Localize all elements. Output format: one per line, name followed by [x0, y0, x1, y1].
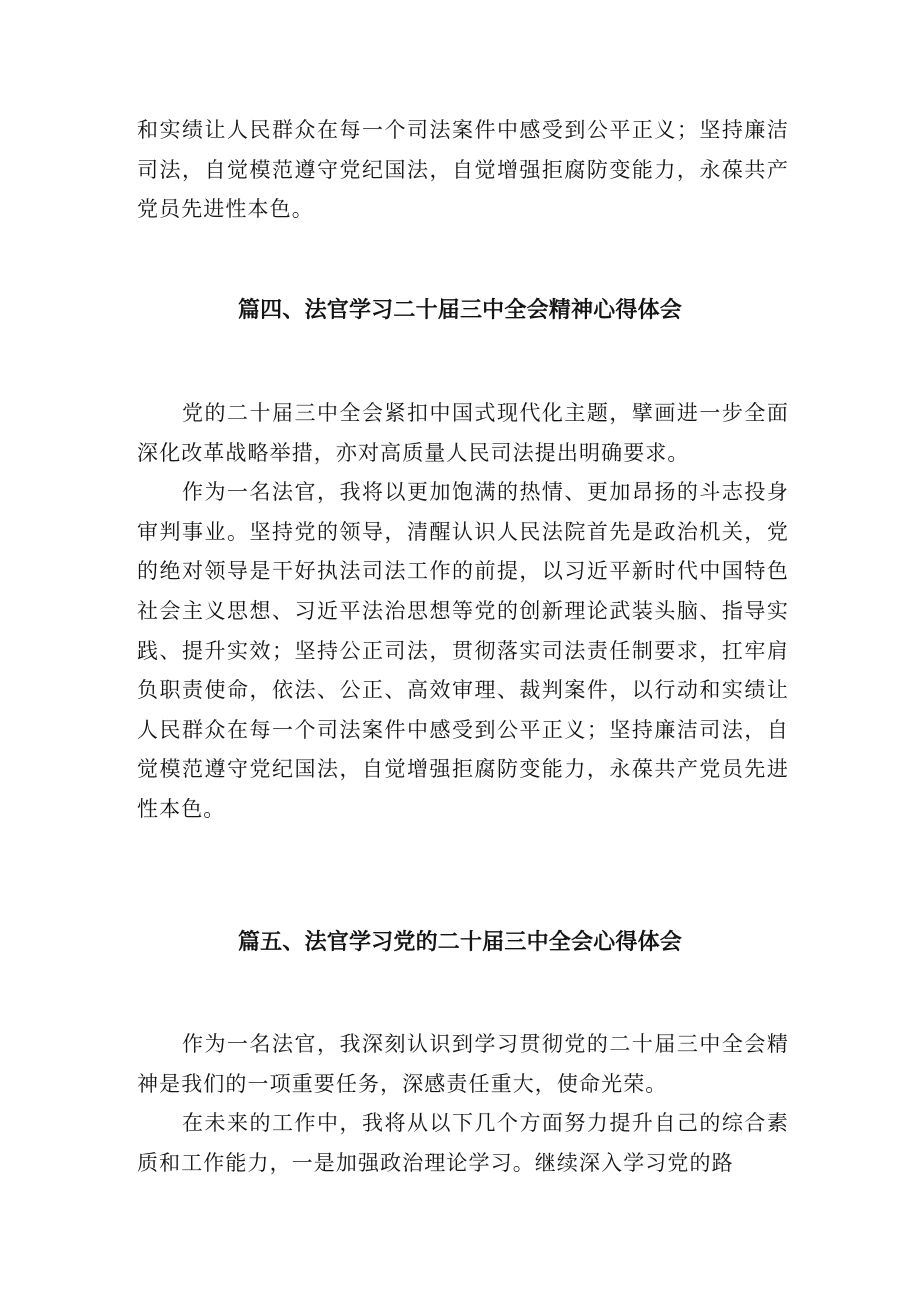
- section-five-title: 篇五、法官学习党的二十届三中全会心得体会: [237, 930, 682, 955]
- continued-paragraph: [137, 111, 789, 230]
- section-five-paragraph-2: 在未来的工作中，我将从以下几个方面努力提升自己的综合素质和工作能力，一是加强政治理论学习。继续深入学习党的路: [137, 1111, 789, 1175]
- section-five-body: [137, 1025, 789, 1183]
- section-five-paragraph-1: 作为一名法官，我深刻认识到学习贯彻党的二十届三中全会精神是我们的一项重要任务，深感责任重大，使命光荣。: [137, 1032, 789, 1096]
- paragraph-fragment: 和实绩让人民群众在每一个司法案件中感受到公平正义；坚持廉洁司法，自觉模范遵守党纪国法，自觉增强拒腐防变能力，永葆共产党员先进性本色。: [137, 118, 789, 222]
- section-four-paragraph-1: 党的二十届三中全会紧扣中国式现代化主题，擘画进一步全面深化改革战略举措，亦对高质量人民司法提出明确要求。: [137, 401, 789, 465]
- section-four-title: 篇四、法官学习二十届三中全会精神心得体会: [237, 298, 682, 323]
- section-four-body: [137, 394, 789, 830]
- section-four-paragraph-2: 作为一名法官，我将以更加饱满的热情、更加昂扬的斗志投身审判事业。坚持党的领导，清醒认识人民法院首先是政治机关，党的绝对领导是干好执法司法工作的前提，以习近平新时代中国特色社会主义思想、习近平法治思想等党的创新理论武装头脑、指导实践、提升实效；坚持公正司法，贯彻落实司法责任制要求，扛牢肩负职责使命，依法、公正、高效审理、裁判案件，以行动和实绩让人民群众在每一个司法案件中感受到公平正义；坚持廉洁司法，自觉模范遵守党纪国法，自觉增强拒腐防变能力，永葆共产党员先进性本色。: [137, 480, 789, 821]
